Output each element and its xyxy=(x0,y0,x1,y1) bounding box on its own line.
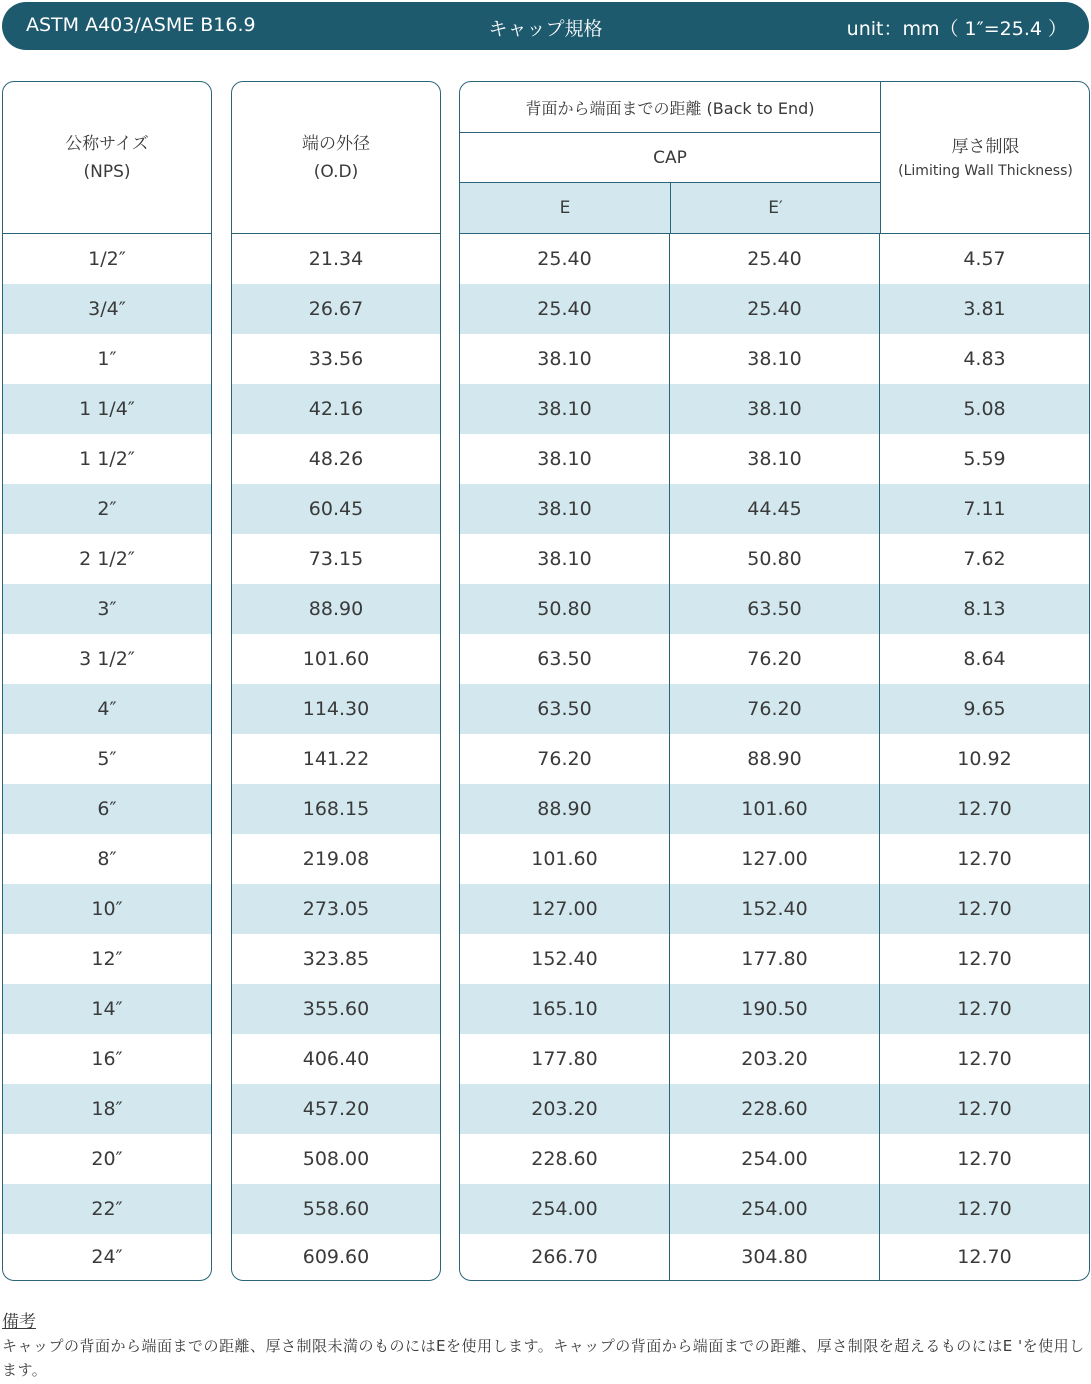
cell-nps: 1 1/2″ xyxy=(79,448,135,470)
table-row xyxy=(460,834,1089,884)
cell-e: 50.80 xyxy=(537,598,592,620)
cell-e2: 25.40 xyxy=(669,284,879,334)
table-row xyxy=(460,1134,1089,1184)
table-row xyxy=(232,584,440,634)
table-row xyxy=(232,784,440,834)
table-row xyxy=(460,384,1089,434)
table-row xyxy=(460,234,1089,284)
table-row xyxy=(3,784,211,834)
cell-e2: 38.10 xyxy=(669,334,879,384)
cell-e: 127.00 xyxy=(531,898,598,920)
table-row xyxy=(460,284,1089,334)
cell-e: 177.80 xyxy=(531,1048,598,1070)
table-row xyxy=(3,934,211,984)
cap-rows xyxy=(460,234,1089,1280)
back-to-end-header: 背面から端面までの距離 (Back to End) xyxy=(460,82,880,133)
cell-e: 101.60 xyxy=(531,848,598,870)
table-row xyxy=(3,1034,211,1084)
cell-t: 10.92 xyxy=(879,734,1089,784)
cell-e2: 38.10 xyxy=(669,434,879,484)
cell-nps: 24″ xyxy=(91,1246,123,1268)
od-header-label: 端の外径 xyxy=(302,133,370,154)
unit-label: unit：mm（ 1″=25.4 ） xyxy=(846,18,1067,40)
cell-nps: 3″ xyxy=(97,598,117,620)
table-row xyxy=(232,384,440,434)
cell-e: 25.40 xyxy=(537,298,592,320)
cell-e2: 25.40 xyxy=(669,234,879,284)
cell-e2: 88.90 xyxy=(669,734,879,784)
cell-t: 9.65 xyxy=(879,684,1089,734)
cell-nps: 20″ xyxy=(91,1148,123,1170)
cell-t: 8.13 xyxy=(879,584,1089,634)
cell-t: 7.62 xyxy=(879,534,1089,584)
cell-e: 63.50 xyxy=(537,698,592,720)
od-header xyxy=(232,82,440,234)
cell-od: 141.22 xyxy=(302,748,370,770)
cell-od: 168.15 xyxy=(302,798,370,820)
cell-od: 114.30 xyxy=(302,698,370,720)
cell-od: 48.26 xyxy=(308,448,364,470)
cell-nps: 1/2″ xyxy=(88,248,126,270)
table-row xyxy=(232,534,440,584)
page-title: キャップ規格 xyxy=(488,18,603,40)
cell-e2: 63.50 xyxy=(669,584,879,634)
cell-t: 12.70 xyxy=(879,934,1089,984)
table-row xyxy=(3,684,211,734)
cell-e: 38.10 xyxy=(537,398,592,420)
nps-header-sub: (NPS) xyxy=(83,161,131,182)
cell-e: 152.40 xyxy=(531,948,598,970)
table-row xyxy=(3,884,211,934)
table-row xyxy=(232,1084,440,1134)
cell-e: 228.60 xyxy=(531,1148,598,1170)
table-row xyxy=(460,934,1089,984)
nps-header xyxy=(3,82,211,234)
table-row xyxy=(3,284,211,334)
cell-nps: 3/4″ xyxy=(88,298,126,320)
nps-column xyxy=(2,81,212,1281)
cell-od: 609.60 xyxy=(302,1246,370,1268)
thickness-header-sub: (Limiting Wall Thickness) xyxy=(898,162,1073,179)
cell-e2: 76.20 xyxy=(669,634,879,684)
table-row xyxy=(460,784,1089,834)
table-row xyxy=(3,1184,211,1234)
cell-t: 12.70 xyxy=(879,1234,1089,1280)
cell-t: 7.11 xyxy=(879,484,1089,534)
cell-e2: 50.80 xyxy=(669,534,879,584)
thickness-header xyxy=(880,82,1090,234)
table-row xyxy=(460,1234,1089,1280)
cell-t: 12.70 xyxy=(879,1184,1089,1234)
cell-e: 165.10 xyxy=(531,998,598,1020)
table-row xyxy=(460,584,1089,634)
table-row xyxy=(460,984,1089,1034)
cell-od: 508.00 xyxy=(302,1148,370,1170)
cell-t: 12.70 xyxy=(879,884,1089,934)
cell-od: 73.15 xyxy=(308,548,364,570)
title-bar xyxy=(2,2,1089,50)
cell-t: 12.70 xyxy=(879,784,1089,834)
table-row xyxy=(3,434,211,484)
cell-od: 33.56 xyxy=(308,348,364,370)
cell-e: 63.50 xyxy=(537,648,592,670)
cell-e: 38.10 xyxy=(537,448,592,470)
table-row xyxy=(232,484,440,534)
table-row xyxy=(232,834,440,884)
table-row xyxy=(3,734,211,784)
e-header: E xyxy=(460,183,670,234)
cell-t: 12.70 xyxy=(879,1084,1089,1134)
table-row xyxy=(3,1084,211,1134)
cell-t: 4.83 xyxy=(879,334,1089,384)
cell-od: 219.08 xyxy=(302,848,370,870)
table-row xyxy=(3,534,211,584)
table-row xyxy=(232,234,440,284)
cell-od: 21.34 xyxy=(308,248,364,270)
table-row xyxy=(232,1184,440,1234)
remarks-body: キャップの背面から端面までの距離、厚さ制限未満のものにはEを使用します。キャップの背面から端面までの距離、厚さ制限を超えるものにはE 'を使用します。 xyxy=(2,1337,1085,1379)
cell-e2: 228.60 xyxy=(669,1084,879,1134)
cell-nps: 8″ xyxy=(97,848,117,870)
table-row xyxy=(3,584,211,634)
table-row xyxy=(460,634,1089,684)
cell-nps: 10″ xyxy=(91,898,123,920)
table-row xyxy=(460,484,1089,534)
cell-nps: 22″ xyxy=(91,1198,123,1220)
cell-e: 203.20 xyxy=(531,1098,598,1120)
table-row xyxy=(232,1234,440,1280)
cell-od: 355.60 xyxy=(302,998,370,1020)
cell-t: 8.64 xyxy=(879,634,1089,684)
table-row xyxy=(3,634,211,684)
cell-nps: 12″ xyxy=(91,948,123,970)
table-row xyxy=(232,1034,440,1084)
cell-nps: 3 1/2″ xyxy=(79,648,135,670)
cell-t: 12.70 xyxy=(879,834,1089,884)
cell-nps: 1 1/4″ xyxy=(79,398,135,420)
table-row xyxy=(460,884,1089,934)
cell-t: 12.70 xyxy=(879,1134,1089,1184)
table-row xyxy=(3,484,211,534)
cell-e2: 203.20 xyxy=(669,1034,879,1084)
cell-e: 266.70 xyxy=(531,1246,598,1268)
cell-nps: 14″ xyxy=(91,998,123,1020)
cell-e2: 254.00 xyxy=(669,1134,879,1184)
cell-e2: 127.00 xyxy=(669,834,879,884)
cell-t: 5.59 xyxy=(879,434,1089,484)
cell-t: 3.81 xyxy=(879,284,1089,334)
thickness-header-label: 厚さ制限 xyxy=(951,136,1020,157)
table-row xyxy=(3,334,211,384)
table-row xyxy=(232,884,440,934)
cell-od: 273.05 xyxy=(302,898,370,920)
cell-e: 76.20 xyxy=(537,748,592,770)
table-row xyxy=(232,684,440,734)
table-row xyxy=(460,1084,1089,1134)
cell-od: 42.16 xyxy=(308,398,364,420)
cell-e2: 304.80 xyxy=(669,1234,879,1280)
e-prime-header: E′ xyxy=(670,183,880,234)
cell-nps: 4″ xyxy=(97,698,117,720)
table-row xyxy=(232,284,440,334)
table-row xyxy=(232,434,440,484)
standard-label: ASTM A403/ASME B16.9 xyxy=(26,14,256,36)
od-rows xyxy=(232,234,440,1280)
table-row xyxy=(232,634,440,684)
cell-e2: 101.60 xyxy=(669,784,879,834)
cell-od: 88.90 xyxy=(308,598,364,620)
table-row xyxy=(3,1134,211,1184)
table-row xyxy=(460,684,1089,734)
cell-t: 12.70 xyxy=(879,1034,1089,1084)
cell-e2: 44.45 xyxy=(669,484,879,534)
cell-e: 88.90 xyxy=(537,798,592,820)
table-row xyxy=(3,984,211,1034)
cell-t: 4.57 xyxy=(879,234,1089,284)
cell-e: 38.10 xyxy=(537,348,592,370)
table-row xyxy=(460,1184,1089,1234)
cell-e2: 190.50 xyxy=(669,984,879,1034)
cell-e: 25.40 xyxy=(537,248,592,270)
cell-od: 60.45 xyxy=(308,498,364,520)
cap-header: CAP xyxy=(460,133,880,183)
cell-nps: 1″ xyxy=(97,348,117,370)
table-row xyxy=(460,534,1089,584)
table-row xyxy=(460,434,1089,484)
table-row xyxy=(232,334,440,384)
remarks-title: 備考 xyxy=(2,1312,36,1332)
table-row xyxy=(3,384,211,434)
cell-od: 558.60 xyxy=(302,1198,370,1220)
od-column xyxy=(231,81,441,1281)
cell-od: 406.40 xyxy=(302,1048,370,1070)
nps-rows xyxy=(3,234,211,1280)
cell-e: 38.10 xyxy=(537,498,592,520)
cell-nps: 5″ xyxy=(97,748,117,770)
cell-od: 457.20 xyxy=(302,1098,370,1120)
cell-nps: 6″ xyxy=(97,798,117,820)
cell-nps: 2 1/2″ xyxy=(79,548,135,570)
cell-e2: 254.00 xyxy=(669,1184,879,1234)
table-row xyxy=(232,734,440,784)
table-row xyxy=(460,734,1089,784)
table-row xyxy=(232,984,440,1034)
cell-e2: 152.40 xyxy=(669,884,879,934)
cell-nps: 16″ xyxy=(91,1048,123,1070)
nps-header-label: 公称サイズ xyxy=(65,133,149,154)
cell-t: 12.70 xyxy=(879,984,1089,1034)
table-row xyxy=(232,1134,440,1184)
cell-e2: 177.80 xyxy=(669,934,879,984)
cell-nps: 18″ xyxy=(91,1098,123,1120)
cell-od: 101.60 xyxy=(302,648,370,670)
table-row xyxy=(3,834,211,884)
od-header-sub: (O.D) xyxy=(313,161,359,182)
table-row xyxy=(460,334,1089,384)
cell-nps: 2″ xyxy=(97,498,117,520)
cell-od: 323.85 xyxy=(302,948,370,970)
cell-e: 254.00 xyxy=(531,1198,598,1220)
remarks xyxy=(2,1310,1089,1382)
table-row xyxy=(232,934,440,984)
cell-e2: 76.20 xyxy=(669,684,879,734)
cap-dimension-table xyxy=(459,81,1090,1281)
table-row xyxy=(3,1234,211,1280)
table-row xyxy=(460,1034,1089,1084)
cell-t: 5.08 xyxy=(879,384,1089,434)
table-row xyxy=(3,234,211,284)
cell-od: 26.67 xyxy=(308,298,364,320)
cell-e: 38.10 xyxy=(537,548,592,570)
cell-e2: 38.10 xyxy=(669,384,879,434)
